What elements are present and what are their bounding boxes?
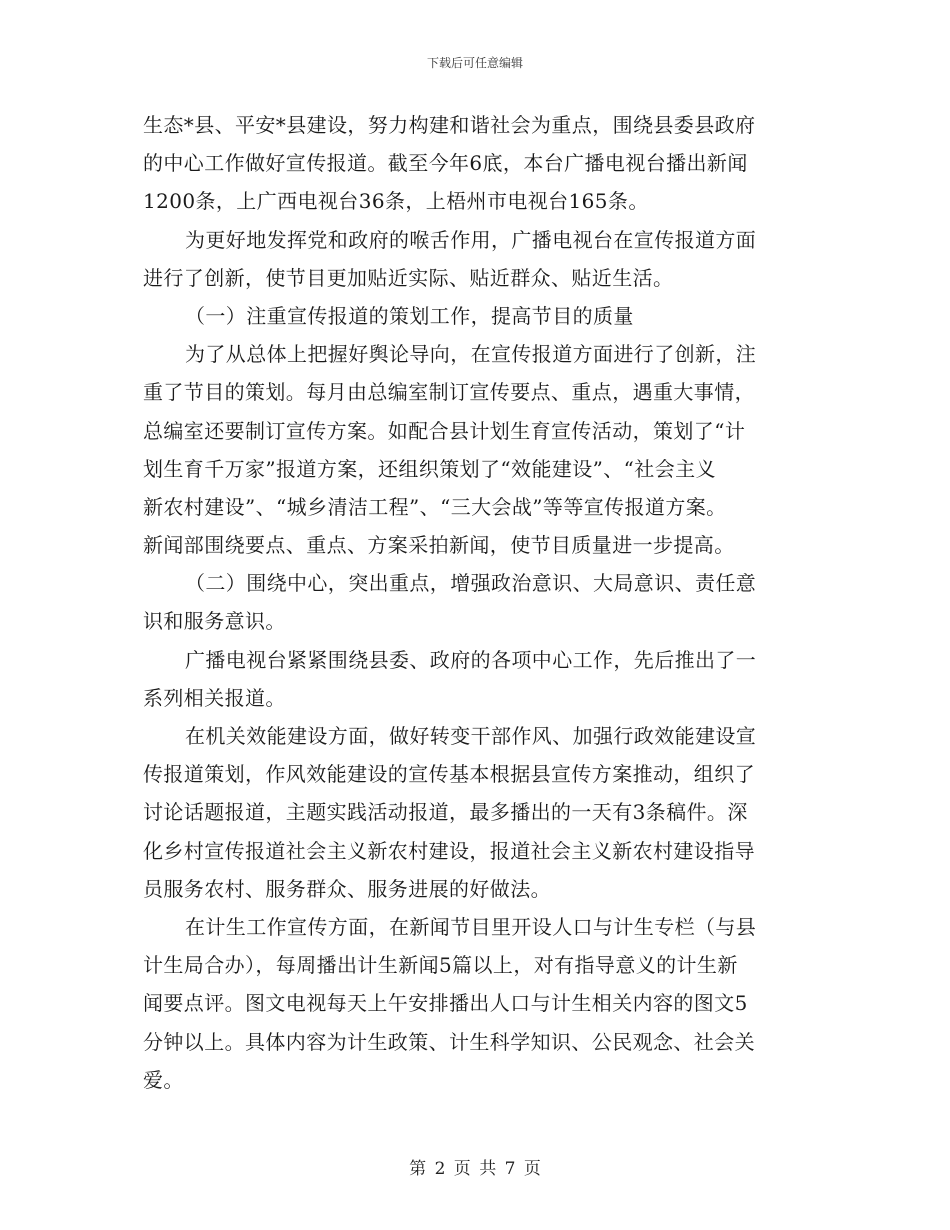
text-line: 为了从总体上把握好舆论导向，在宣传报道方面进行了创新，注 <box>185 342 757 367</box>
text-line: 闻要点评。图文电视每天上午安排播出人口与计生相关内容的图文5 <box>143 991 748 1016</box>
text-line: 化乡村宣传报道社会主义新农村建设，报道社会主义新农村建设指导 <box>143 838 755 863</box>
text-line: （二）围绕中心，突出重点，增强政治意识、大局意识、责任意 <box>185 571 757 596</box>
page-header: 下载后可任意编辑 <box>426 56 523 70</box>
text-line: 划生育千万家”报道方案，还组织策划了“效能建设”、“社会主义 <box>143 456 716 481</box>
text-line: 在机关效能建设方面，做好转变干部作风、加强行政效能建设宣 <box>185 724 757 748</box>
text-line: 的中心工作做好宣传报道。截至今年6底，本台广播电视台播出新闻 <box>143 151 748 176</box>
text-line: 重了节目的策划。每月由总编室制订宣传要点、重点，遇重大事情， <box>143 380 755 405</box>
text-line: 进行了创新，使节目更加贴近实际、贴近群众、贴近生活。 <box>143 265 674 290</box>
text-line: 总编室还要制订宣传方案。如配合县计划生育宣传活动，策划了“计 <box>143 418 746 443</box>
document-body <box>143 106 808 1099</box>
text-line: 为更好地发挥党和政府的喉舌作用，广播电视台在宣传报道方面 <box>185 227 757 252</box>
text-line: 爱。 <box>143 1067 184 1092</box>
text-line: 识和服务意识。 <box>143 609 286 634</box>
text-line: 在计生工作宣传方面，在新闻节目里开设人口与计生专栏（与县 <box>185 914 757 939</box>
text-line: 讨论话题报道，主题实践活动报道，最多播出的一天有3条稿件。深 <box>143 800 748 825</box>
text-line: 新农村建设”、“城乡清洁工程”、“三大会战”等等宣传报道方案。 <box>143 494 727 519</box>
text-line: 员服务农村、服务群众、服务进展的好做法。 <box>143 876 551 901</box>
text-line: 系列相关报道。 <box>143 685 286 710</box>
text-line: 1200条，上广西电视台36条，上梧州市电视台165条。 <box>143 189 649 214</box>
text-line: 计生局合办），每周播出计生新闻5篇以上，对有指导意义的计生新 <box>143 953 738 978</box>
text-line: 广播电视台紧紧围绕县委、政府的各项中心工作，先后推出了一 <box>185 647 757 672</box>
text-line: 传报道策划，作风效能建设的宣传基本根据县宣传方案推动，组织了 <box>143 762 755 787</box>
text-line: 分钟以上。具体内容为计生政策、计生科学知识、公民观念、社会关 <box>143 1029 755 1054</box>
page-footer: 第 2 页 共 7 页 <box>409 1159 541 1179</box>
text-line: （一）注重宣传报道的策划工作，提高节目的质量 <box>185 303 634 328</box>
text-line: 生态*县、平安*县建设，努力构建和谐社会为重点，围绕县委县政府 <box>143 113 756 137</box>
text-line: 新闻部围绕要点、重点、方案采拍新闻，使节目质量进一步提高。 <box>143 533 735 558</box>
